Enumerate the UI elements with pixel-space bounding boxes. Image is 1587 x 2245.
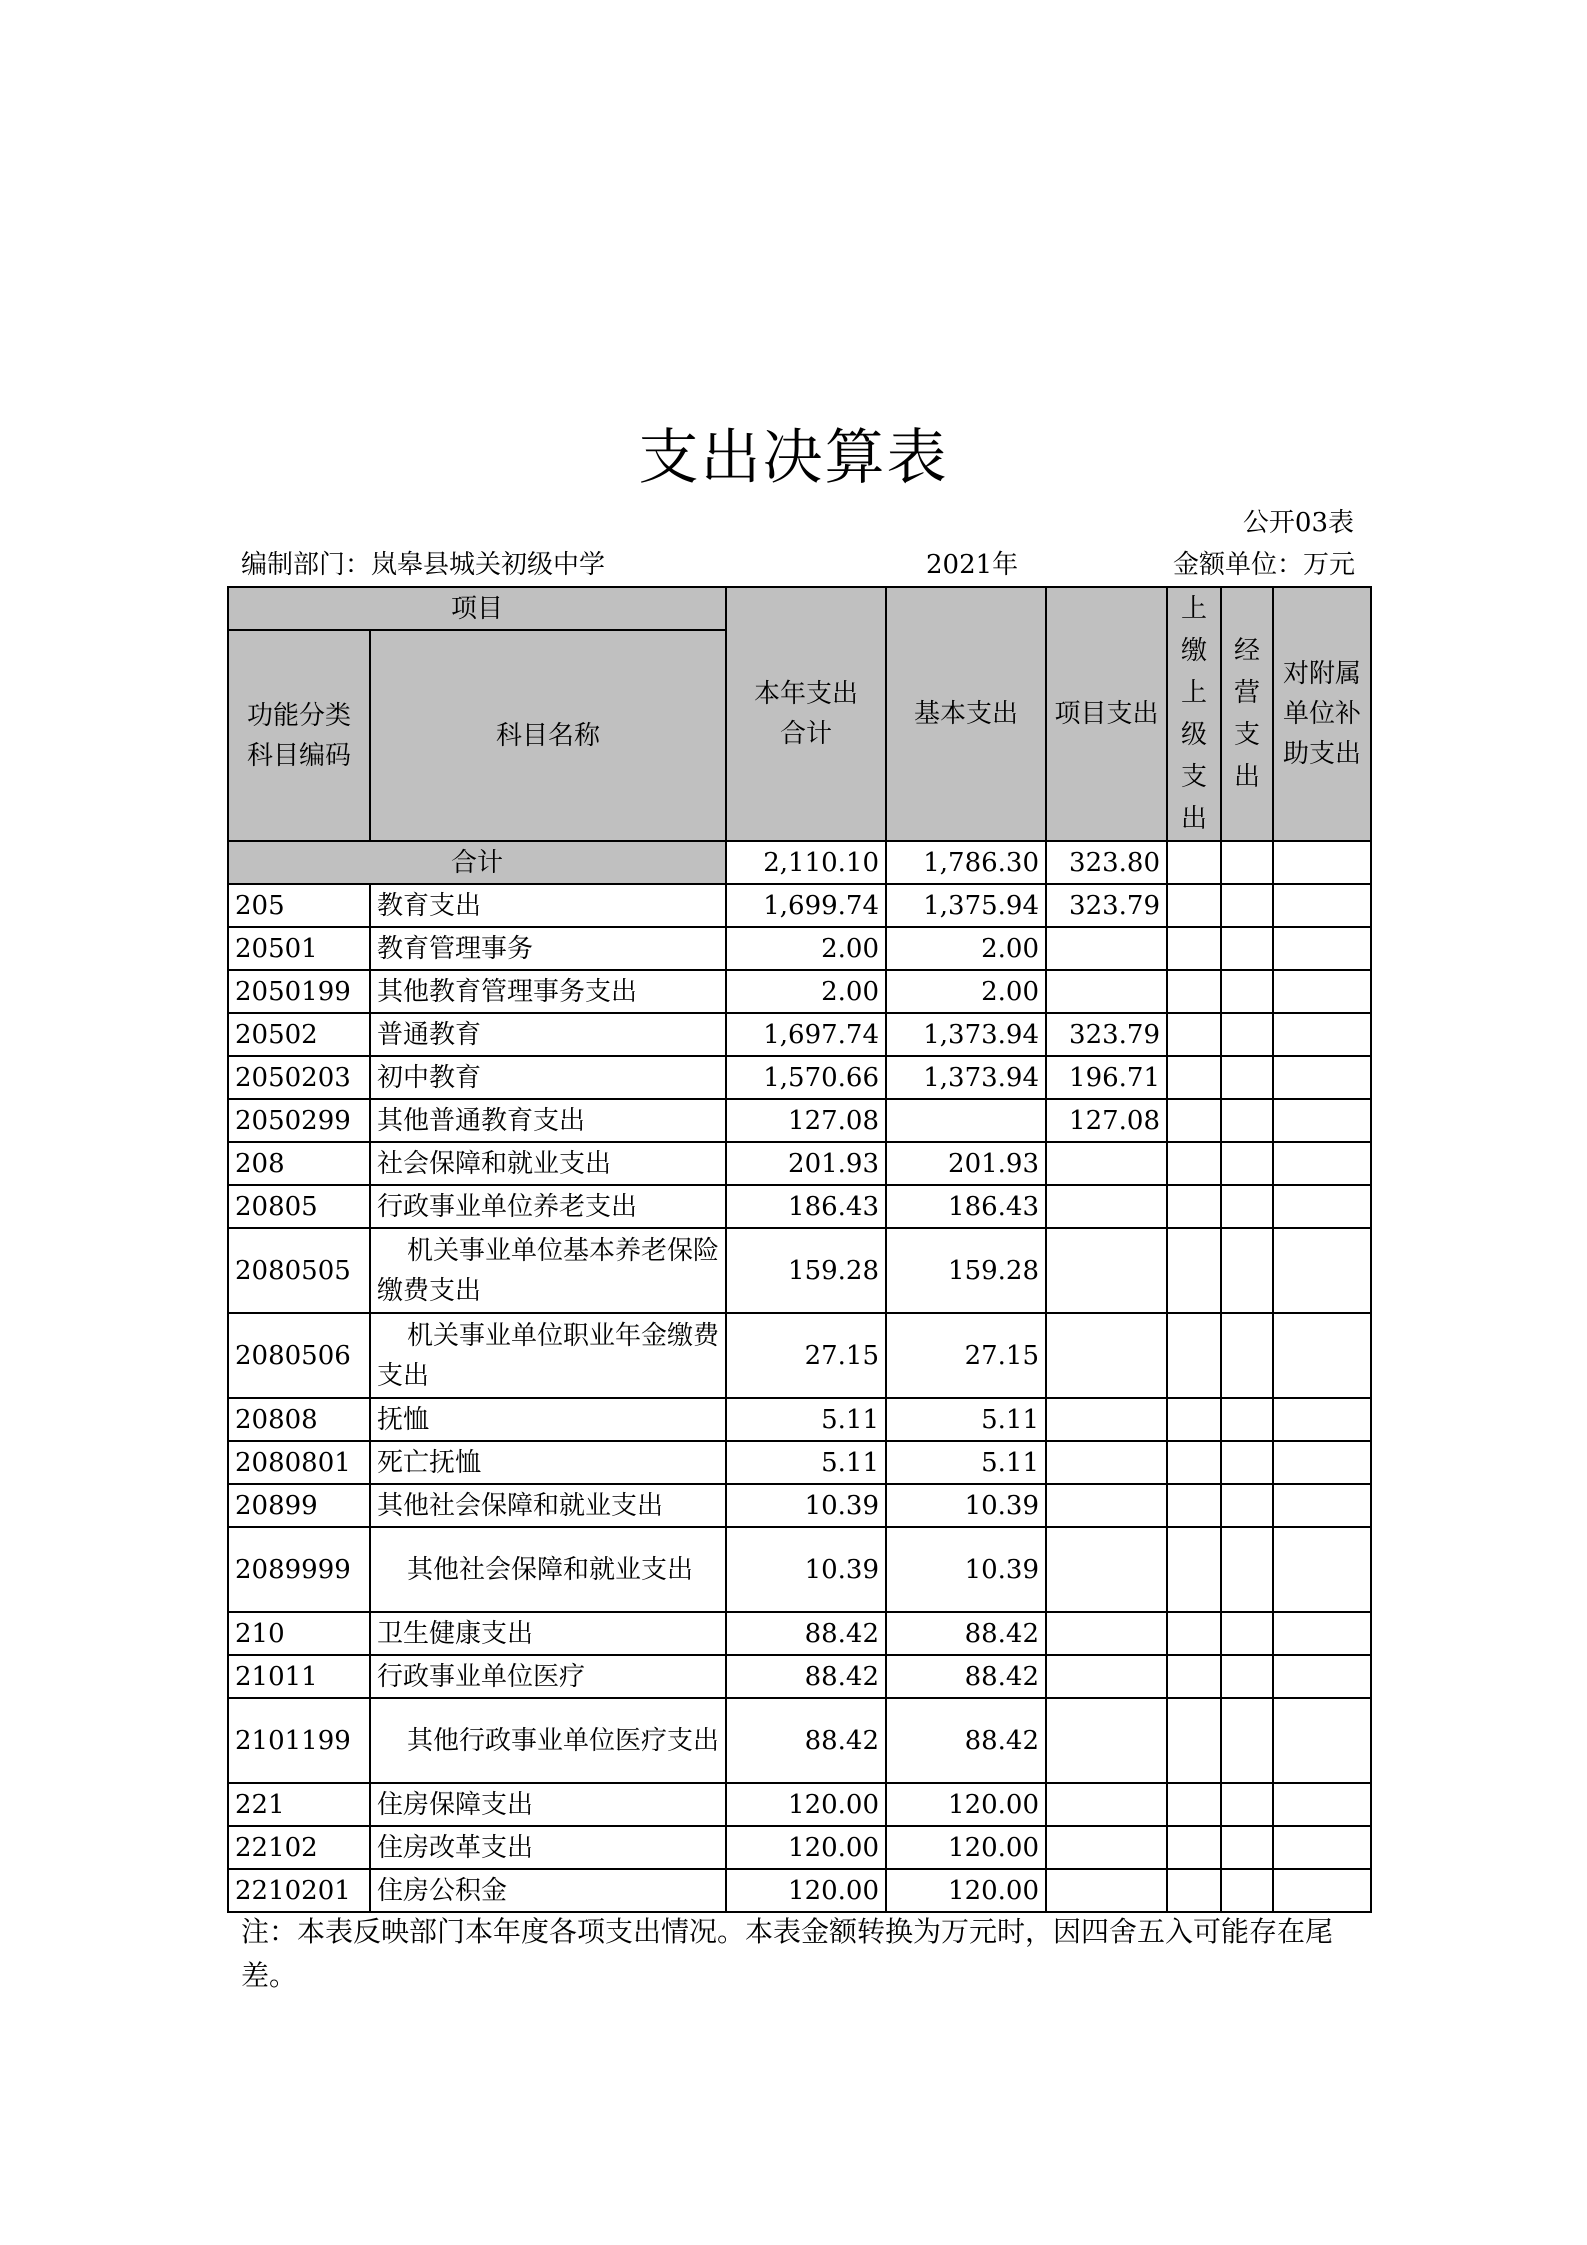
row-upper <box>1167 1142 1221 1185</box>
row-code: 2080505 <box>228 1228 370 1313</box>
row-business <box>1221 1826 1273 1869</box>
row-business <box>1221 1783 1273 1826</box>
table-row <box>228 1185 1371 1228</box>
table-row <box>228 1655 1371 1698</box>
table-row <box>228 1527 1371 1612</box>
row-basic: 1,373.94 <box>886 1056 1046 1099</box>
row-business <box>1221 1441 1273 1484</box>
row-name: 其他社会保障和就业支出 <box>370 1527 726 1612</box>
row-subsidy <box>1273 884 1371 927</box>
row-total: 2.00 <box>726 927 886 970</box>
row-project <box>1046 1441 1167 1484</box>
row-business <box>1221 1398 1273 1441</box>
row-code: 2210201 <box>228 1869 370 1912</box>
row-subsidy <box>1273 1185 1371 1228</box>
expenditure-table <box>227 586 1372 1913</box>
row-total: 1,697.74 <box>726 1013 886 1056</box>
row-name: 抚恤 <box>370 1398 726 1441</box>
row-basic: 5.11 <box>886 1441 1046 1484</box>
row-project <box>1046 1826 1167 1869</box>
footnote: 注：本表反映部门本年度各项支出情况。本表金额转换为万元时，因四舍五入可能存在尾差。 <box>241 1915 1334 1992</box>
row-name: 死亡抚恤 <box>370 1441 726 1484</box>
row-project <box>1046 1527 1167 1612</box>
row-total: 1,570.66 <box>726 1056 886 1099</box>
row-name: 教育管理事务 <box>370 927 726 970</box>
row-code: 221 <box>228 1783 370 1826</box>
row-project <box>1046 1185 1167 1228</box>
row-name: 住房改革支出 <box>370 1826 726 1869</box>
row-code: 20501 <box>228 927 370 970</box>
unit-label: 金额单位：万元 <box>1172 550 1355 580</box>
row-business <box>1221 1185 1273 1228</box>
page-title: 支出决算表 <box>638 423 949 493</box>
row-code: 20808 <box>228 1398 370 1441</box>
row-upper <box>1167 1313 1221 1398</box>
row-business <box>1221 1056 1273 1099</box>
row-name: 其他教育管理事务支出 <box>370 970 726 1013</box>
row-project <box>1046 1869 1167 1912</box>
row-upper <box>1167 1228 1221 1313</box>
row-project <box>1046 1398 1167 1441</box>
row-basic: 120.00 <box>886 1869 1046 1912</box>
row-name: 行政事业单位医疗 <box>370 1655 726 1698</box>
row-basic: 186.43 <box>886 1185 1046 1228</box>
row-project <box>1046 1612 1167 1655</box>
table-row <box>228 927 1371 970</box>
row-total: 5.11 <box>726 1398 886 1441</box>
row-business <box>1221 1013 1273 1056</box>
row-upper <box>1167 927 1221 970</box>
row-code: 2080801 <box>228 1441 370 1484</box>
row-total: 201.93 <box>726 1142 886 1185</box>
row-total: 88.42 <box>726 1655 886 1698</box>
row-project <box>1046 1655 1167 1698</box>
row-upper <box>1167 1013 1221 1056</box>
header-basic: 基本支出 <box>886 587 1046 841</box>
row-code: 2080506 <box>228 1313 370 1398</box>
row-upper <box>1167 1185 1221 1228</box>
row-subsidy <box>1273 1484 1371 1527</box>
row-name: 住房保障支出 <box>370 1783 726 1826</box>
row-subsidy <box>1273 1655 1371 1698</box>
row-total: 10.39 <box>726 1527 886 1612</box>
total-label: 合计 <box>228 841 726 884</box>
row-code: 20899 <box>228 1484 370 1527</box>
row-project: 196.71 <box>1046 1056 1167 1099</box>
row-project: 323.79 <box>1046 884 1167 927</box>
row-basic: 10.39 <box>886 1484 1046 1527</box>
row-name: 社会保障和就业支出 <box>370 1142 726 1185</box>
row-subsidy <box>1273 1142 1371 1185</box>
row-subsidy <box>1273 1099 1371 1142</box>
table-row <box>228 1826 1371 1869</box>
table-row <box>228 1013 1371 1056</box>
header-subsidy: 对附属单位补助支出 <box>1273 587 1371 841</box>
row-subsidy <box>1273 1313 1371 1398</box>
row-basic: 1,373.94 <box>886 1013 1046 1056</box>
row-business <box>1221 1099 1273 1142</box>
row-upper <box>1167 1527 1221 1612</box>
row-upper <box>1167 1612 1221 1655</box>
row-name: 其他社会保障和就业支出 <box>370 1484 726 1527</box>
row-business <box>1221 1313 1273 1398</box>
row-code: 2050203 <box>228 1056 370 1099</box>
header-upper: 上缴上级支出 <box>1167 587 1221 841</box>
row-total: 5.11 <box>726 1441 886 1484</box>
table-row <box>228 1869 1371 1912</box>
row-total: 10.39 <box>726 1484 886 1527</box>
row-code: 20502 <box>228 1013 370 1056</box>
row-business <box>1221 1869 1273 1912</box>
row-business <box>1221 1527 1273 1612</box>
row-project <box>1046 927 1167 970</box>
row-name: 教育支出 <box>370 884 726 927</box>
row-code: 21011 <box>228 1655 370 1698</box>
row-name: 机关事业单位职业年金缴费支出 <box>370 1313 726 1398</box>
row-upper <box>1167 1484 1221 1527</box>
row-code: 2101199 <box>228 1698 370 1783</box>
row-name: 卫生健康支出 <box>370 1612 726 1655</box>
row-business <box>1221 1655 1273 1698</box>
table-row <box>228 1398 1371 1441</box>
row-basic: 2.00 <box>886 927 1046 970</box>
row-project: 127.08 <box>1046 1099 1167 1142</box>
total-project: 323.80 <box>1046 841 1167 884</box>
row-total: 27.15 <box>726 1313 886 1398</box>
row-total: 1,699.74 <box>726 884 886 927</box>
department-label: 编制部门：岚皋县城关初级中学 <box>241 550 606 580</box>
row-code: 22102 <box>228 1826 370 1869</box>
row-basic: 201.93 <box>886 1142 1046 1185</box>
table-row <box>228 1228 1371 1313</box>
row-total: 127.08 <box>726 1099 886 1142</box>
row-upper <box>1167 1655 1221 1698</box>
row-name: 住房公积金 <box>370 1869 726 1912</box>
row-upper <box>1167 884 1221 927</box>
table-row <box>228 1698 1371 1783</box>
row-upper <box>1167 970 1221 1013</box>
row-basic: 120.00 <box>886 1783 1046 1826</box>
row-subsidy <box>1273 1612 1371 1655</box>
total-basic: 1,786.30 <box>886 841 1046 884</box>
row-business <box>1221 1484 1273 1527</box>
row-code: 210 <box>228 1612 370 1655</box>
row-basic <box>886 1099 1046 1142</box>
row-subsidy <box>1273 1056 1371 1099</box>
row-code: 2050299 <box>228 1099 370 1142</box>
row-subsidy <box>1273 927 1371 970</box>
row-project <box>1046 1484 1167 1527</box>
row-total: 88.42 <box>726 1698 886 1783</box>
row-basic: 120.00 <box>886 1826 1046 1869</box>
table-row <box>228 1142 1371 1185</box>
row-business <box>1221 1698 1273 1783</box>
row-upper <box>1167 1441 1221 1484</box>
row-name: 行政事业单位养老支出 <box>370 1185 726 1228</box>
row-project <box>1046 1313 1167 1398</box>
row-basic: 1,375.94 <box>886 884 1046 927</box>
table-row <box>228 1484 1371 1527</box>
row-business <box>1221 927 1273 970</box>
header-item: 项目 <box>228 587 726 630</box>
header-project: 项目支出 <box>1046 587 1167 841</box>
row-basic: 2.00 <box>886 970 1046 1013</box>
row-name: 其他行政事业单位医疗支出 <box>370 1698 726 1783</box>
row-code: 208 <box>228 1142 370 1185</box>
table-row <box>228 1441 1371 1484</box>
form-number: 公开03表 <box>1242 508 1354 538</box>
year-label: 2021年 <box>926 550 1019 580</box>
row-business <box>1221 1612 1273 1655</box>
row-basic: 88.42 <box>886 1698 1046 1783</box>
row-total: 2.00 <box>726 970 886 1013</box>
row-total: 88.42 <box>726 1612 886 1655</box>
header-name: 科目名称 <box>370 630 726 841</box>
row-total: 120.00 <box>726 1783 886 1826</box>
row-business <box>1221 884 1273 927</box>
total-subsidy <box>1273 841 1371 884</box>
header-business: 经营支出 <box>1221 587 1273 841</box>
row-business <box>1221 1142 1273 1185</box>
table-row <box>228 1783 1371 1826</box>
row-code: 2050199 <box>228 970 370 1013</box>
meta-line <box>241 548 1355 582</box>
row-upper <box>1167 1099 1221 1142</box>
row-upper <box>1167 1783 1221 1826</box>
row-subsidy <box>1273 1228 1371 1313</box>
row-subsidy <box>1273 970 1371 1013</box>
row-project <box>1046 1228 1167 1313</box>
row-business <box>1221 970 1273 1013</box>
total-upper <box>1167 841 1221 884</box>
row-total: 159.28 <box>726 1228 886 1313</box>
row-total: 120.00 <box>726 1826 886 1869</box>
row-basic: 5.11 <box>886 1398 1046 1441</box>
row-subsidy <box>1273 1527 1371 1612</box>
row-upper <box>1167 1826 1221 1869</box>
row-basic: 10.39 <box>886 1527 1046 1612</box>
table-row <box>228 1099 1371 1142</box>
row-project <box>1046 1783 1167 1826</box>
row-total: 120.00 <box>726 1869 886 1912</box>
total-business <box>1221 841 1273 884</box>
table-row <box>228 1056 1371 1099</box>
row-project <box>1046 970 1167 1013</box>
row-upper <box>1167 1698 1221 1783</box>
row-name: 机关事业单位基本养老保险缴费支出 <box>370 1228 726 1313</box>
row-name: 初中教育 <box>370 1056 726 1099</box>
table-row <box>228 1612 1371 1655</box>
row-name: 其他普通教育支出 <box>370 1099 726 1142</box>
row-subsidy <box>1273 1013 1371 1056</box>
row-subsidy <box>1273 1398 1371 1441</box>
row-project <box>1046 1142 1167 1185</box>
row-code: 2089999 <box>228 1527 370 1612</box>
table-row <box>228 970 1371 1013</box>
row-business <box>1221 1228 1273 1313</box>
row-upper <box>1167 1056 1221 1099</box>
header-total: 本年支出合计 <box>726 587 886 841</box>
row-basic: 88.42 <box>886 1655 1046 1698</box>
row-project <box>1046 1698 1167 1783</box>
row-basic: 159.28 <box>886 1228 1046 1313</box>
row-total: 186.43 <box>726 1185 886 1228</box>
row-basic: 88.42 <box>886 1612 1046 1655</box>
row-upper <box>1167 1869 1221 1912</box>
row-subsidy <box>1273 1783 1371 1826</box>
row-subsidy <box>1273 1441 1371 1484</box>
row-upper <box>1167 1398 1221 1441</box>
row-project: 323.79 <box>1046 1013 1167 1056</box>
row-subsidy <box>1273 1698 1371 1783</box>
row-subsidy <box>1273 1826 1371 1869</box>
header-code: 功能分类科目编码 <box>228 630 370 841</box>
row-name: 普通教育 <box>370 1013 726 1056</box>
table-row <box>228 1313 1371 1398</box>
table-row <box>228 884 1371 927</box>
row-code: 20805 <box>228 1185 370 1228</box>
total-row <box>228 841 1371 884</box>
row-basic: 27.15 <box>886 1313 1046 1398</box>
total-sum: 2,110.10 <box>726 841 886 884</box>
row-subsidy <box>1273 1869 1371 1912</box>
row-code: 205 <box>228 884 370 927</box>
